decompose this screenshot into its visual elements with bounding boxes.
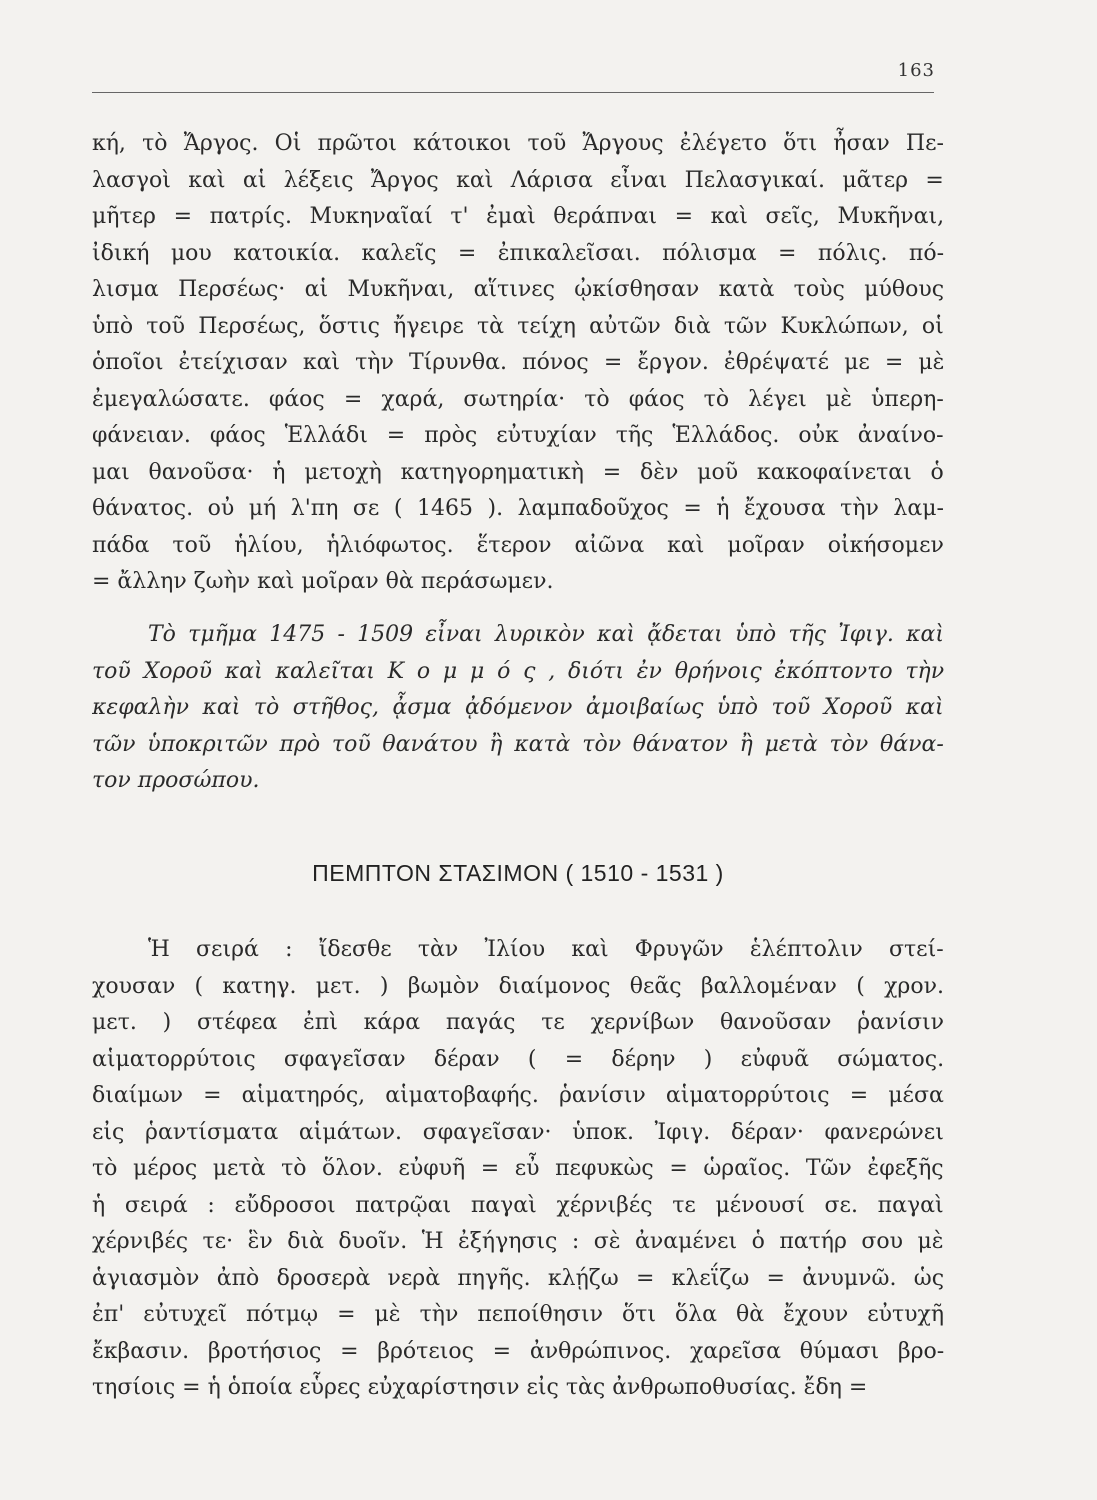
text-line: μαι θανοῦσα· ἡ μετοχὴ κατηγορηματικὴ = δὲν μοῦ κακοφαίνεται ὁ <box>92 459 944 485</box>
text-line: Ἡ σειρά : ἴδεσθε τὰν Ἰλίου καὶ Φρυγῶν ἑλέπτολιν στεί- <box>148 937 944 962</box>
page-number: 163 <box>897 60 935 81</box>
text-line: κή, τὸ Ἄργος. Οἱ πρῶτοι κάτοικοι τοῦ Ἄργους ἐλέγετο ὅτι ἦσαν Πε- <box>92 131 944 156</box>
text-line: μῆτερ = πατρίς. Μυκηναῖαί τ' ἐμαὶ θεράπναι = καὶ σεῖς, Μυκῆναι, <box>92 204 944 229</box>
commentary-paragraph-3 <box>92 932 944 1407</box>
section-title: ΠΕΜΠΤΟΝ ΣΤΑΣΙΜΟΝ ( 1510 - 1531 ) <box>312 860 724 886</box>
text-line: ἡ σειρά : εὔδροσοι πατρῷαι παγαὶ χέρνιβές τε μένουσί σε. παγαὶ <box>92 1192 944 1218</box>
text-line: αἱματορρύτοις σφαγεῖσαν δέραν ( = δέρην ) εὐφυᾶ σώματος. <box>92 1046 944 1072</box>
text-line: χέρνιβές τε· ἓν διὰ δυοῖν. Ἡ ἐξήγησις : σὲ ἀναμένει ὁ πατήρ σου μὲ <box>92 1229 944 1254</box>
text-line: τον προσώπου. <box>92 768 260 793</box>
text-line: ὑπὸ τοῦ Περσέως, ὅστις ἤγειρε τὰ τείχη αὐτῶν διὰ τῶν Κυκλώπων, οἱ <box>92 313 944 339</box>
text-line: ἰδική μου κατοικία. καλεῖς = ἐπικαλεῖσαι. πόλισμα = πόλις. πό- <box>92 240 944 266</box>
text-line: εἰς ῥαντίσματα αἱμάτων. σφαγεῖσαν· ὑποκ. Ἰφιγ. δέραν· φανερώνει <box>92 1119 944 1145</box>
text-line: ἁγιασμὸν ἀπὸ δροσερὰ νερὰ πηγῆς. κλῄζω = κλεΐζω = ἀνυμνῶ. ὡς <box>92 1265 944 1291</box>
text-line: ἐμεγαλώσατε. φάος = χαρά, σωτηρία· τὸ φάος τὸ λέγει μὲ ὑπερη- <box>92 386 944 412</box>
text-line: λασγοὶ καὶ αἱ λέξεις Ἄργος καὶ Λάρισα εἶναι Πελασγικαί. μᾶτερ = <box>92 167 944 193</box>
text-line: τὸ μέρος μετὰ τὸ ὅλον. εὐφυῆ = εὖ πεφυκὼς = ὡραῖος. Τῶν ἐφεξῆς <box>92 1156 944 1181</box>
text-line: τῶν ὑποκριτῶν πρὸ τοῦ θανάτου ἢ κατὰ τὸν θάνατον ἢ μετὰ τὸν θάνα- <box>92 731 944 757</box>
text-line: ὁποῖοι ἐτείχισαν καὶ τὴν Τίρυνθα. πόνος = ἔργον. ἐθρέψατέ με = μὲ <box>92 350 944 375</box>
text-line: κεφαλὴν καὶ τὸ στῆθος, ᾆσμα ᾀδόμενον ἀμοιβαίως ὑπὸ τοῦ Χοροῦ καὶ <box>92 695 944 720</box>
header-rule <box>92 92 934 93</box>
text-line: τοῦ Χοροῦ καὶ καλεῖται Κ ο μ μ ό ς , διότι ἐν θρήνοις ἐκόπτοντο τὴν <box>92 658 944 684</box>
text-line: Τὸ τμῆμα 1475 - 1509 εἶναι λυρικὸν καὶ ᾄδεται ὑπὸ τῆς Ἰφιγ. καὶ <box>148 622 944 647</box>
text-line: τησίοις = ἡ ὁποία εὗρες εὐχαρίστησιν εἰς τὰς ἀνθρωποθυσίας. ἔδη = <box>92 1375 868 1400</box>
text-line: θάνατος. οὐ μή λ'πη σε ( 1465 ). λαμπαδοῦχος = ἡ ἔχουσα τὴν λαμ- <box>92 496 944 521</box>
commentary-paragraph-2 <box>92 617 944 800</box>
commentary-paragraph-1 <box>92 126 944 601</box>
text-line: ἔκβασιν. βροτήσιος = βρότειος = ἀνθρώπινος. χαρεῖσα θύμασι βρο- <box>92 1338 944 1364</box>
text-line: μετ. ) στέφεα ἐπὶ κάρα παγάς τε χερνίβων θανοῦσαν ῥανίσιν <box>92 1010 944 1035</box>
text-line: χουσαν ( κατηγ. μετ. ) βωμὸν διαίμονος θεᾶς βαλλομέναν ( χρον. <box>92 973 944 999</box>
text-line: = ἄλλην ζωὴν καὶ μοῖραν θὰ περάσωμεν. <box>92 569 554 594</box>
text-line: διαίμων = αἱματηρός, αἱματοβαφής. ῥανίσιν αἱματορρύτοις = μέσα <box>92 1083 944 1108</box>
text-line: φάνειαν. φάος Ἑλλάδι = πρὸς εὐτυχίαν τῆς Ἑλλάδος. οὐκ ἀναίνο- <box>92 423 944 448</box>
text-line: πάδα τοῦ ἡλίου, ἡλιόφωτος. ἕτερον αἰῶνα καὶ μοῖραν οἰκήσομεν <box>92 532 944 558</box>
text-line: ἐπ' εὐτυχεῖ πότμῳ = μὲ τὴν πεποίθησιν ὅτι ὅλα θὰ ἔχουν εὐτυχῆ <box>92 1302 944 1327</box>
text-line: λισμα Περσέως· αἱ Μυκῆναι, αἵτινες ᾠκίσθησαν κατὰ τοὺς μύθους <box>92 277 944 302</box>
